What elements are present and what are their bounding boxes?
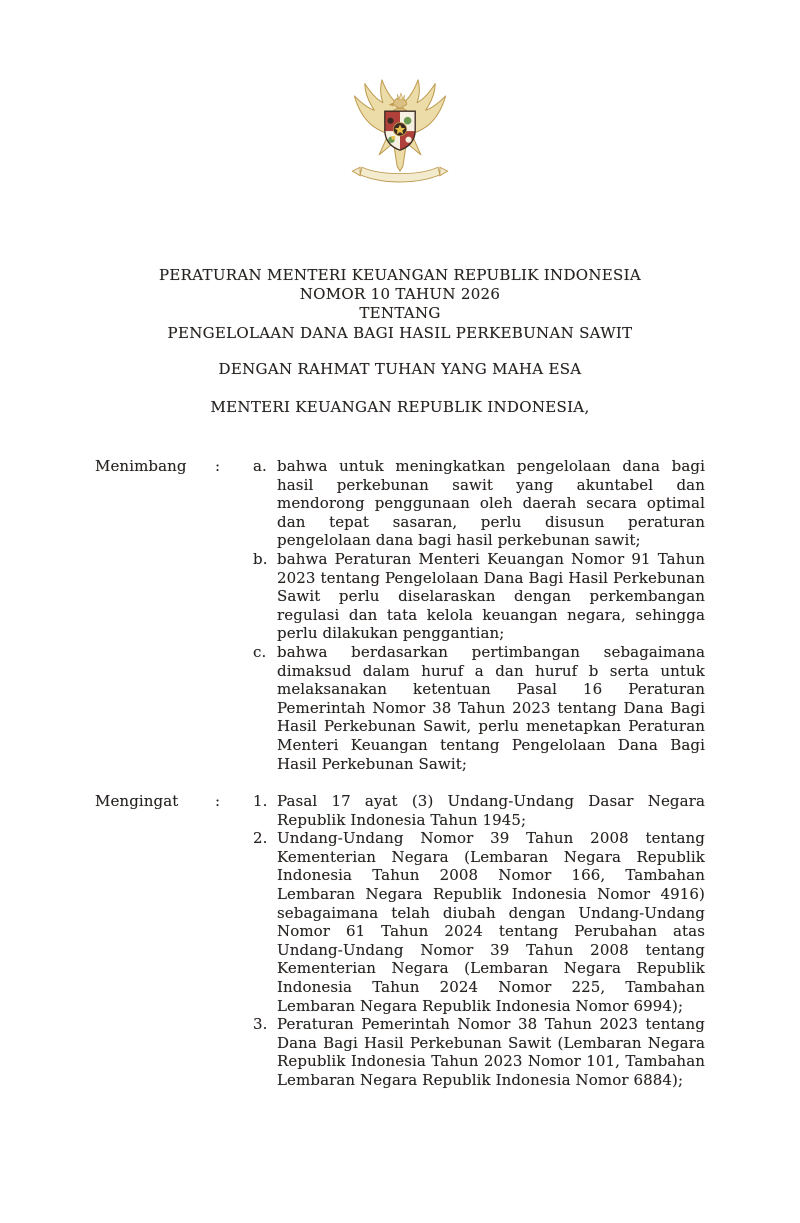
- regulation-subject-line: PENGELOLAAN DANA BAGI HASIL PERKEBUNAN SAWIT: [167, 323, 633, 342]
- menimbang-colon: :: [215, 457, 221, 475]
- mengingat-item-2-marker: 2.: [253, 829, 268, 848]
- menimbang-item-a-text: bahwa untuk meningkatkan pengelolaan dana bagi hasil perkebunan sawit yang akuntabel dan mendorong penggunaan oleh daerah secara optimal dan tepat sasaran, perlu disusun peraturan pengelolaan dana bagi hasil perkebunan sawit;: [277, 457, 705, 550]
- mengingat-item-2-text: Undang-Undang Nomor 39 Tahun 2008 tentang Kementerian Negara (Lembaran Negara Republik Indonesia Tahun 2008 Nomor 166, Tambahan Lembaran Negara Republik Indonesia Nomor 4916) sebagaimana telah diubah dengan Undang-Undang Nomor 61 Tahun 2024 tentang Perubahan atas Undang-Undang Nomor 39 Tahun 2008 tentang Kementerian Negara (Lembaran Negara Republik Indonesia Tahun 2024 Nomor 225, Tambahan Lembaran Negara Republik Indonesia Nomor 6994);: [277, 829, 705, 1015]
- mengingat-item-3-marker: 3.: [253, 1015, 268, 1034]
- menimbang-item-c-text: bahwa berdasarkan pertimbangan sebagaimana dimaksud dalam huruf a dan huruf b serta untuk melaksanakan ketentuan Pasal 16 Peraturan Pemerintah Nomor 38 Tahun 2023 tentang Dana Bagi Hasil Perkebunan Sawit, perlu menetapkan Peraturan Menteri Keuangan tentang Pengelolaan Dana Bagi Hasil Perkebunan Sawit;: [277, 642, 705, 773]
- mengingat-section: [95, 792, 705, 1090]
- regulation-title-line-1: PERATURAN MENTERI KEUANGAN REPUBLIK INDONESIA: [159, 266, 641, 284]
- authority-line: MENTERI KEUANGAN REPUBLIK INDONESIA,: [210, 398, 590, 416]
- menimbang-item-a-marker: a.: [253, 457, 267, 475]
- mengingat-item-1-text: Pasal 17 ayat (3) Undang-Undang Dasar Negara Republik Indonesia Tahun 1945;: [277, 792, 705, 829]
- invocation-line: DENGAN RAHMAT TUHAN YANG MAHA ESA: [218, 360, 582, 378]
- mengingat-colon: :: [215, 792, 221, 810]
- mengingat-item-1-marker: 1.: [253, 792, 268, 810]
- menimbang-item-b-text: bahwa Peraturan Menteri Keuangan Nomor 91 Tahun 2023 tentang Pengelolaan Dana Bagi Hasil Perkebunan Sawit perlu diselaraskan dengan perkembangan regulasi dan tata kelola keuangan negara, sehingga perlu dilakukan penggantian;: [277, 549, 705, 643]
- garuda-pancasila-emblem: [343, 76, 457, 192]
- mengingat-item-3-text: Peraturan Pemerintah Nomor 38 Tahun 2023 tentang Dana Bagi Hasil Perkebunan Sawit (Lembaran Negara Republik Indonesia Tahun 2023 Nomor 101, Tambahan Lembaran Negara Republik Indonesia Nomor 6884);: [277, 1015, 705, 1089]
- garuda-pancasila-icon: [343, 76, 457, 192]
- mengingat-label: Mengingat: [95, 792, 179, 810]
- menimbang-section: [95, 457, 705, 773]
- document-title-block: [0, 266, 800, 343]
- menimbang-item-c-marker: c.: [253, 642, 267, 661]
- regulation-number-line: NOMOR 10 TAHUN 2026: [299, 285, 501, 304]
- menimbang-label: Menimbang: [95, 457, 187, 475]
- menimbang-item-b-marker: b.: [253, 549, 268, 568]
- regulation-tentang-line: TENTANG: [359, 304, 441, 323]
